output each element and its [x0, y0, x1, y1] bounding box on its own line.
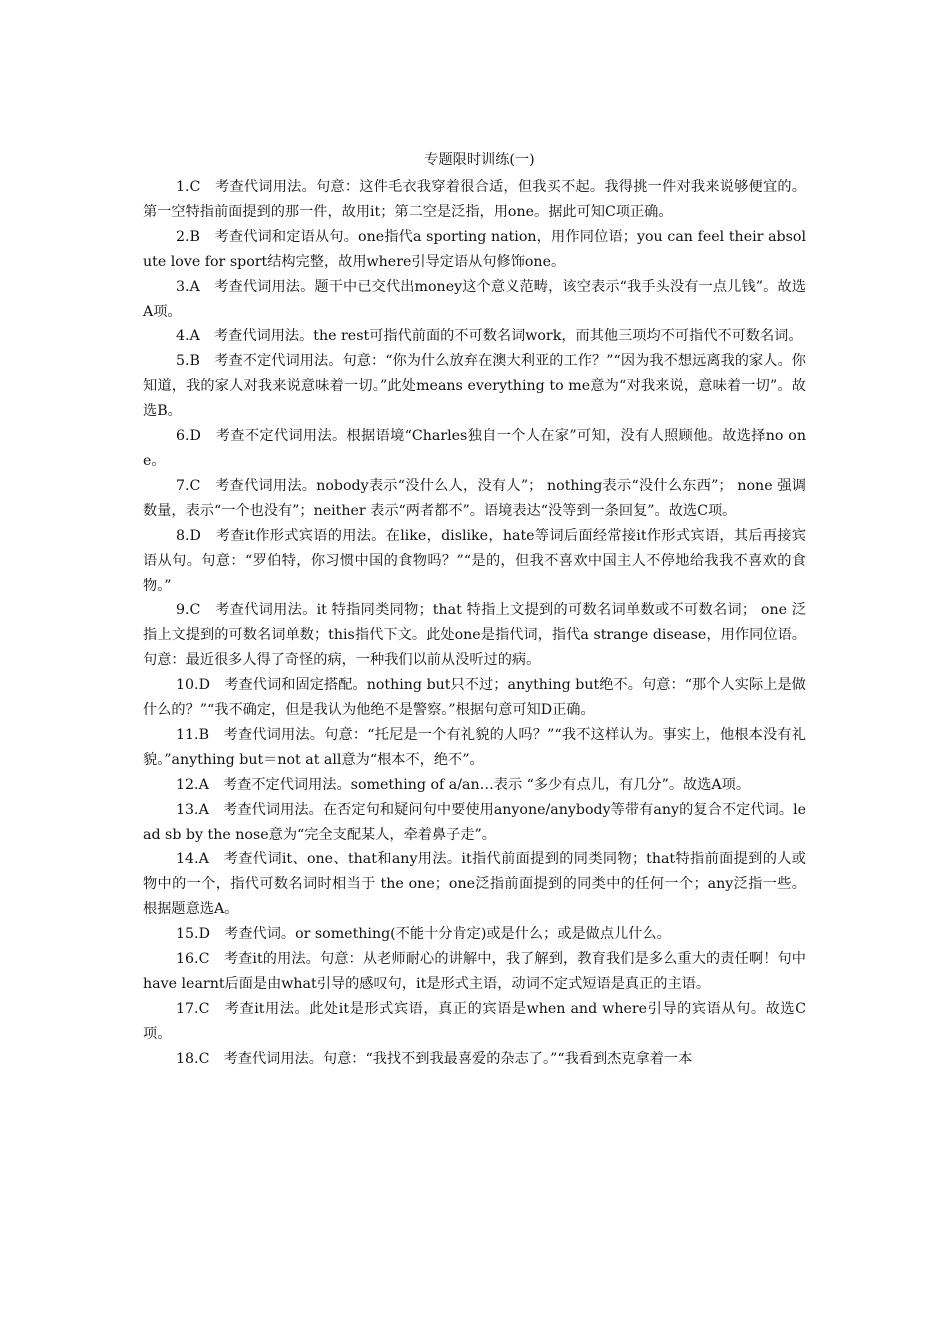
answer-17: 17.C 考查it用法。此处it是形式宾语，真正的宾语是when and where引导的宾语从句。故选C项。: [143, 1000, 806, 1042]
answer-sheet: [143, 150, 806, 1072]
answer-18: 18.C 考查代词用法。句意：“我找不到我最喜爱的杂志了。”“我看到杰克拿着一本: [176, 1050, 693, 1067]
answer-5: 5.B 考查不定代词用法。句意：“你为什么放弃在澳大利亚的工作？”“因为我不想远离我的家人。你知道，我的家人对我来说意味着一切。”此处means everything to me意为“对我来说，意味着一切”。故选B。: [143, 353, 806, 420]
answer-14: 14.A 考查代词it、one、that和any用法。it指代前面提到的同类同物；that特指前面提到的人或物中的一个，指代可数名词时相当于 the one；one泛指前面提到的同类中的任何一个；any泛指一些。根据题意选A。: [143, 851, 806, 918]
answer-11: 11.B 考查代词用法。句意：“托尼是一个有礼貌的人吗？”“我不这样认为。事实上，他根本没有礼貌。”anything but＝not at all意为“根本不，绝不”。: [143, 726, 806, 768]
answer-3: 3.A 考查代词用法。题干中已交代出money这个意义范畴，该空表示“我手头没有一点儿钱”。故选A项。: [143, 278, 806, 320]
answer-15: 15.D 考查代词。or something(不能十分肯定)或是什么；或是做点儿什么。: [176, 926, 671, 943]
answer-16: 16.C 考查it的用法。句意：从老师耐心的讲解中，我了解到，教育我们是多么重大的责任啊！句中have learnt后面是由what引导的感叹句，it是形式主语，动词不定式短语是真正的主语。: [143, 951, 806, 992]
page-title: 专题限时训练(一): [424, 152, 535, 168]
answer-7: 7.C 考查代词用法。nobody表示“没什么人，没有人”； nothing表示“没什么东西”； none 强调数量，表示“一个也没有”；neither 表示“两者都不”。语境表达“没等到一条回复”。故选C项。: [143, 477, 806, 519]
answer-2: 2.B 考查代词和定语从句。one指代a sporting nation，用作同位语；you can feel their absolute love for sport结构完整，故用where引导定语从句修饰one。: [143, 228, 806, 270]
answer-13: 13.A 考查代词用法。在否定句和疑问句中要使用anyone/anybody等带有any的复合不定代词。lead sb by the nose意为“完全支配某人，牵着鼻子走”。: [143, 801, 806, 843]
answer-4: 4.A 考查代词用法。the rest可指代前面的不可数名词work，而其他三项均不可指代不可数名词。: [176, 328, 803, 345]
answer-10: 10.D 考查代词和固定搭配。nothing but只不过；anything but绝不。句意：“那个人实际上是做什么的？”“我不确定，但是我认为他绝不是警察。”根据句意可知D正确。: [143, 677, 806, 719]
answer-6: 6.D 考查不定代词用法。根据语境“Charles独自一个人在家”可知，没有人照顾他。故选择no one。: [143, 428, 806, 469]
answer-1: 1.C 考查代词用法。句意：这件毛衣我穿着很合适，但我买不起。我得挑一件对我来说够便宜的。第一空特指前面提到的那一件，故用it；第二空是泛指，用one。据此可知C项正确。: [143, 179, 806, 220]
answer-8: 8.D 考查it作形式宾语的用法。在like，dislike，hate等词后面经常接it作形式宾语，其后再接宾语从句。句意：“罗伯特，你习惯中国的食物吗？”“是的，但我不喜欢中国主人不停地给我我不喜欢的食物。”: [143, 527, 806, 594]
answer-12: 12.A 考查不定代词用法。something of a/an…表示 “多少有点儿，有几分”。故选A项。: [176, 776, 751, 793]
answer-9: 9.C 考查代词用法。it 特指同类同物；that 特指上文提到的可数名词单数或不可数名词； one 泛指上文提到的可数名词单数；this指代下文。此处one是指代词，指代a strange disease，用作同位语。句意：最近很多人得了奇怪的病，一种我们以前从没听过的病。: [143, 602, 806, 669]
